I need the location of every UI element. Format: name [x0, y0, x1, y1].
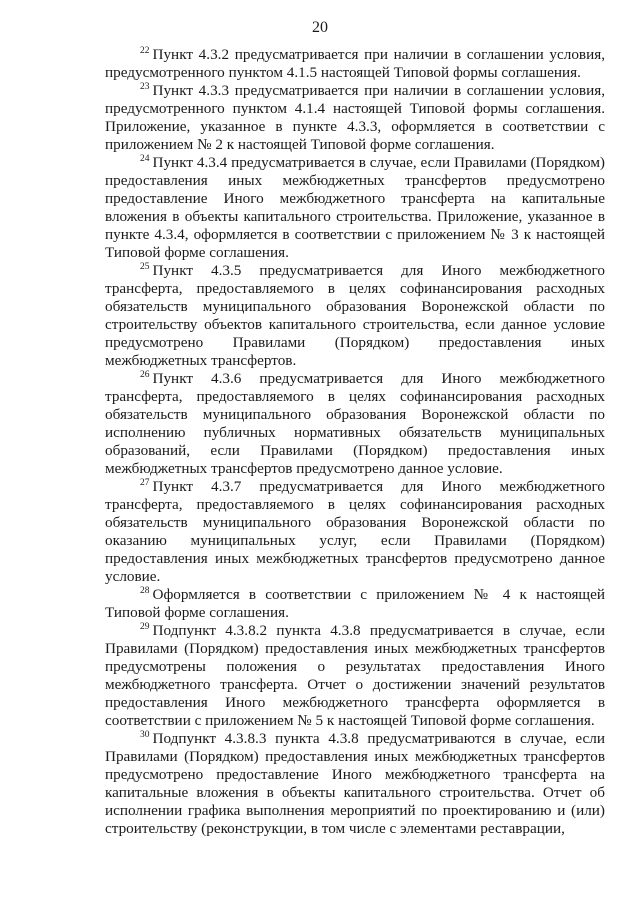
footnote-text: Оформляется в соответствии с приложением № 4 к настоящей Типовой форме соглашения. [105, 586, 605, 621]
footnote-number: 26 [140, 370, 150, 380]
footnote-number: 24 [140, 154, 150, 164]
page-number: 20 [312, 19, 328, 36]
footnote [105, 46, 605, 82]
footnote-number: 29 [140, 622, 150, 632]
footnote-text: Пункт 4.3.4 предусматривается в случае, если Правилами (Порядком) предоставления иных межбюджетных трансфертов предусмотрено предоставление Иного межбюджетного трансферта на капитальные вложения в объекты капитального строительства. Приложение, указанное в пункте 4.3.4, оформляется в соответствии с приложением № 3 к настоящей Типовой форме соглашения. [105, 154, 605, 261]
footnote-text: Пункт 4.3.3 предусматривается при наличии в соглашении условия, предусмотренного пунктом 4.1.4 настоящей Типовой формы соглашения. Приложение, указанное в пункте 4.3.3, оформляется в соответствии с приложением № 2 к настоящей Типовой форме соглашения. [105, 82, 605, 153]
footnote [105, 586, 605, 622]
footnotes [105, 46, 605, 838]
footnote-number: 30 [140, 730, 150, 740]
footnote-number: 28 [140, 586, 150, 596]
footnote [105, 370, 605, 478]
footnote-text: Пункт 4.3.7 предусматривается для Иного межбюджетного трансферта, предоставляемого в целях софинансирования расходных обязательств муниципального образования Воронежской области по оказанию муниципальных услуг, если Правилами (Порядком) предоставления иных межбюджетных трансфертов предусмотрено данное условие. [105, 478, 605, 585]
footnote [105, 262, 605, 370]
footnote [105, 82, 605, 154]
footnote-text: Подпункт 4.3.8.2 пункта 4.3.8 предусматривается в случае, если Правилами (Порядком) предоставления иных межбюджетных трансфертов предусмотрены положения о результатах предоставления Иного межбюджетного трансферта. Отчет о достижении значений результатов предоставления Иного межбюджетного трансферта оформляется в соответствии с приложением № 5 к настоящей Типовой форме соглашения. [105, 622, 605, 729]
footnote-text: Пункт 4.3.5 предусматривается для Иного межбюджетного трансферта, предоставляемого в целях софинансирования расходных обязательств муниципального образования Воронежской области по строительству объектов капитального строительства, если данное условие предусмотрено Правилами (Порядком) предоставления иных межбюджетных трансфертов. [105, 262, 605, 369]
footnote-text: Пункт 4.3.6 предусматривается для Иного межбюджетного трансферта, предоставляемого в целях софинансирования расходных обязательств муниципального образования Воронежской области по исполнению публичных нормативных обязательств муниципальных образований, если Правилами (Порядком) предоставления иных межбюджетных трансфертов предусмотрено данное условие. [105, 370, 605, 477]
footnote-text: Пункт 4.3.2 предусматривается при наличии в соглашении условия, предусмотренного пунктом 4.1.5 настоящей Типовой формы соглашения. [105, 46, 605, 81]
footnote [105, 622, 605, 730]
footnote-number: 22 [140, 46, 150, 56]
footnote-text: Подпункт 4.3.8.3 пункта 4.3.8 предусматриваются в случае, если Правилами (Порядком) предоставления иных межбюджетных трансфертов предусмотрено предоставление Иного межбюджетного трансферта на капитальные вложения в объекты капитального строительства. Отчет об исполнении графика выполнения мероприятий по проектированию и (или) строительству (реконструкции, в том числе с элементами реставрации, [105, 730, 605, 837]
footnote [105, 730, 605, 838]
footnote-number: 25 [140, 262, 150, 272]
footnote-number: 27 [140, 478, 150, 488]
footnote-number: 23 [140, 82, 150, 92]
footnote [105, 478, 605, 586]
footnote [105, 154, 605, 262]
